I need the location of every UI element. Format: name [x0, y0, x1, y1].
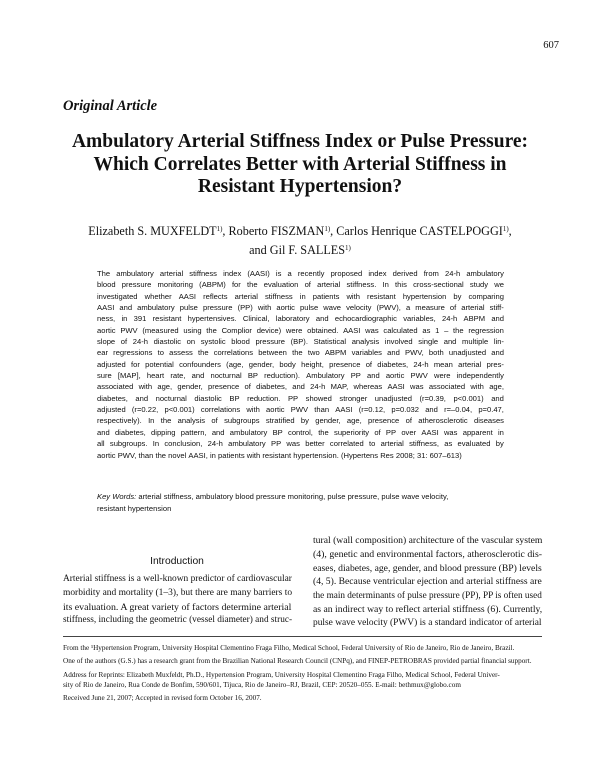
author-name: Elizabeth S. MUXFELDT	[88, 224, 217, 238]
keywords-text: resistant hypertension	[97, 503, 172, 513]
introduction-heading: Introduction	[150, 556, 204, 567]
abstract-line: associated with age, gender, presence of diabetes, and 24-h MAP, whereas AASI was associated with age,	[97, 382, 504, 392]
footnote-line: Received June 21, 2007; Accepted in revised form October 16, 2007.	[63, 693, 262, 702]
abstract-line: sure [MAP], heart rate, and nocturnal BP reduction). Ambulatory PP and aortic PWV were independently	[97, 371, 504, 381]
footnote-line: sity of Rio de Janeiro, Rua Conde de Bonfim, 590/601, Tijuca, Rio de Janeiro–RJ, Brazil, CEP: 20520–055. E-mail: bethmux@globo.com	[63, 680, 461, 689]
abstract-line: ness, in 391 resistant hypertensives. Clinical, laboratory and echocardiographic variables, 24-h ABPM and	[97, 314, 504, 324]
intro-line: morbidity and mortality (1–3), but there are many barriers to	[63, 587, 293, 598]
abstract-line: adjusted (r=0.22, p<0.001) correlations with aortic PWV than AASI (r=0.12, p=0.032 and r=–0.04, p=0.47,	[97, 405, 504, 415]
author-list: Elizabeth S. MUXFELDT$^{1)}$, Roberto FISZMAN$^{1)}$, Carlos Henrique CASTELPOGGI$^{1)}$, and Gil F. SALLES$^{1)}$	[88, 224, 512, 257]
page-number: 607	[543, 40, 559, 51]
keywords-label: Key Words:	[97, 492, 137, 501]
footnote-line: Address for Reprints: Elizabeth Muxfeldt, Ph.D., Hypertension Program, University Hospital Clementino Fraga Filho, Medical School, Federal Univer-	[63, 670, 500, 679]
abstract-line: AASI and ambulatory pulse pressure (PP) with aortic pulse wave velocity (PWV), a measure of arterial stiff-	[97, 303, 504, 313]
keywords	[97, 491, 504, 514]
abstract-line: investigated whether AASI reflects arterial stiffness in patients with resistant hypertension by comparing	[97, 291, 504, 301]
footnote-line: From the ¹Hypertension Program, University Hospital Clementino Fraga Filho, Medical School, Federal University of Rio de Janeiro, Rio de Janeiro,	[63, 644, 494, 652]
introduction-right-column	[313, 534, 542, 631]
intro-line: stiffness, including the geometric (vessel diameter) and struc-	[63, 615, 293, 626]
received-date	[63, 693, 542, 703]
grant-note	[63, 656, 542, 666]
footnote-line: One of the authors (G.S.) has a research grant from the Brazilian National Research Council (CNPq), and FINEP-PETROBRAS provided partial financial	[63, 657, 507, 666]
title-line: Which Correlates Better with Arterial Stiffness in	[93, 153, 507, 175]
author-name: Carlos Henrique CASTELPOGGI	[336, 224, 503, 238]
footnote-line: support.	[508, 657, 532, 666]
intro-line: (4), genetic and environmental factors, atherosclerotic dis-	[313, 548, 543, 560]
article-title	[30, 131, 570, 199]
keywords-text: arterial stiffness, ambulatory blood pressure monitoring, pulse pressure, pulse wave velocity,	[138, 492, 449, 501]
author-name: and Gil F. SALLES	[249, 243, 345, 257]
reprint-address	[63, 670, 542, 690]
abstract	[97, 268, 504, 461]
intro-line: pulse wave velocity (PWV) is a standard indicator of arterial	[313, 617, 542, 628]
abstract-line: adjusted for potential confounders (age, gender, body height, presence of diabetes, 24-h mean arterial pres-	[97, 359, 504, 369]
affiliation-note	[63, 643, 542, 653]
intro-line: Arterial stiffness is a well-known predictor of cardiovascular	[63, 574, 292, 584]
intro-line: eases, diabetes, age, gender, and blood pressure (BP) levels	[313, 562, 542, 574]
abstract-line: and diabetes, dipping pattern, and ambulatory BP control, the superiority of PP over AASI was apparent in	[97, 427, 504, 437]
intro-line: the main determinants of pulse pressure (PP), PP is often used	[313, 590, 542, 601]
section-label: Original Article	[63, 98, 158, 114]
intro-line: as an indirect way to reflect arterial stiffness (6). Currently,	[313, 603, 543, 615]
abstract-line: aortic PWV (measured using the Complior device) were obtained. AASI was calculated as 1 – the regression	[97, 325, 504, 335]
abstract-line: ear regressions to assess the correlations between the two ABPM variables and PWV, both unadjusted and	[97, 348, 504, 358]
abstract-line: The ambulatory arterial stiffness index (AASI) is a recently proposed index derived from 24-h ambulatory	[97, 269, 504, 278]
title-line: Ambulatory Arterial Stiffness Index or Pulse Pressure:	[71, 131, 529, 152]
author-affiliation-mark: 1)	[345, 244, 351, 252]
abstract-line: blood pressure monitoring (ABPM) for the evaluation of arterial stiffness. In this cross-sectional study we	[97, 280, 504, 290]
intro-line: tural (wall composition) architecture of the vascular system	[313, 535, 543, 546]
title-line: Resistant Hypertension?	[197, 176, 403, 197]
introduction-left-column	[63, 573, 292, 628]
intro-line: its evaluation. A great variety of factors determine arterial	[63, 601, 292, 613]
author-affiliation-mark: 1)	[216, 225, 223, 233]
author-affiliation-mark: 1)	[324, 225, 331, 233]
author-name: Roberto FISZMAN	[228, 224, 325, 238]
abstract-line: aortic PWV, than the novel AASI, in patients with resistant hypertension. (Hypertens Res 2008; 31: 607–613)	[97, 450, 462, 460]
abstract-line: slope of 24-h diastolic on systolic blood pressure (BP). Statistical analysis involved single and multiple lin-	[97, 337, 504, 347]
author-affiliation-mark: 1)	[502, 225, 509, 233]
intro-line: (4, 5). Because ventricular ejection and arterial stiffness are	[313, 576, 542, 588]
footnote-divider	[63, 636, 542, 637]
footnotes	[63, 643, 542, 706]
abstract-line: diabetes, and nocturnal diastolic BP reduction. PP showed stronger unadjusted (r=0.39, p<0.001) and	[97, 393, 504, 403]
abstract-line: respectively). In the analysis of subgroups stratified by gender, age, presence of atherosclerotic diseases	[97, 416, 504, 426]
footnote-line: Brazil.	[494, 644, 515, 652]
abstract-line: all subgroups. In conclusion, 24-h ambulatory PP was better correlated to arterial stiffness, as evaluated by	[97, 439, 504, 449]
